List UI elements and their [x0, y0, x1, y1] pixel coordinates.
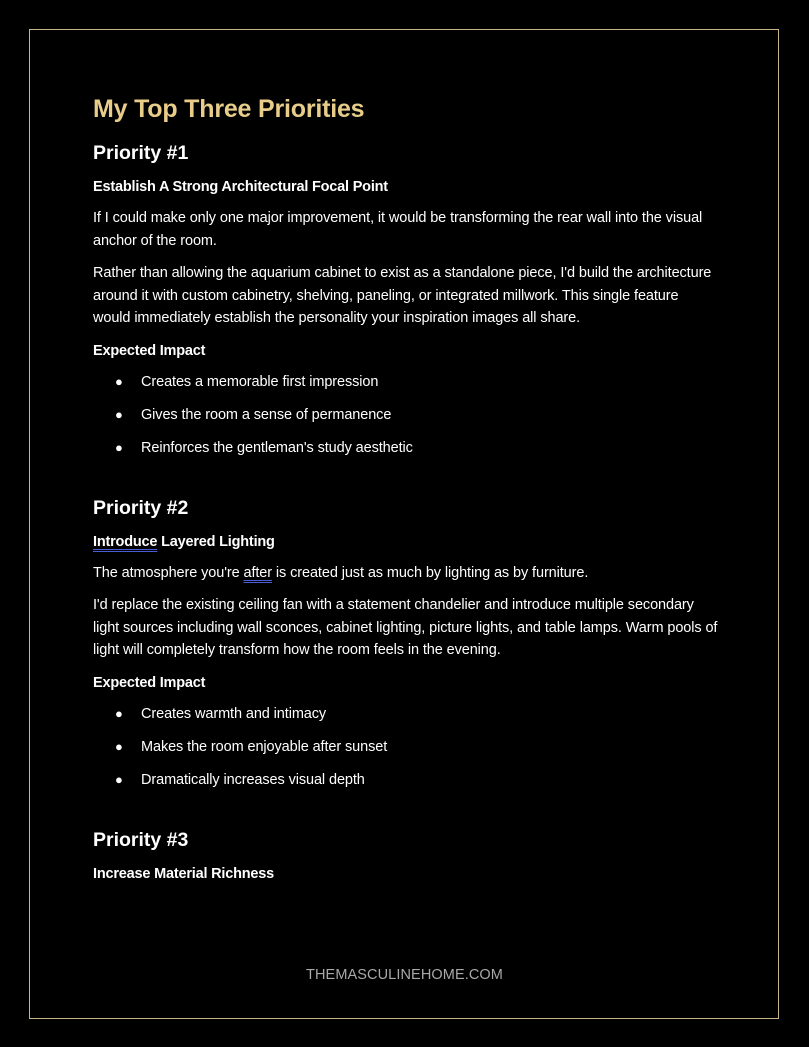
priority-1-impact-list — [93, 371, 718, 459]
priority-3-subheading: Increase Material Richness — [93, 865, 274, 882]
page-title: My Top Three Priorities — [93, 95, 365, 123]
bullet-icon: ● — [115, 738, 123, 754]
priority-2-impact-heading: Expected Impact — [93, 674, 206, 691]
priority-1-subheading: Establish A Strong Architectural Focal Point — [93, 179, 388, 195]
bullet-icon: ● — [115, 439, 123, 455]
list-item: ● Reinforces the gentleman's study aesthetic — [93, 437, 718, 459]
spellcheck-marked-word[interactable]: Introduce — [93, 533, 158, 550]
priority-1-heading: Priority #1 — [93, 142, 189, 164]
priority-2-impact-list — [93, 703, 718, 791]
list-item: ● Gives the room a sense of permanence — [93, 404, 718, 426]
priority-2-subheading: Introduce Layered Lighting — [93, 533, 275, 550]
priority-1-impact-heading: Expected Impact — [93, 342, 206, 359]
priority-1-paragraph-1: If I could make only one major improvement, it would be transforming the rear wall into the visual anchor of the room. — [93, 210, 703, 249]
list-item: ● Dramatically increases visual depth — [93, 769, 718, 791]
spellcheck-marked-word[interactable]: after — [243, 564, 272, 581]
footer-site-name: THEMASCULINEHOME.COM — [306, 967, 503, 983]
list-item: ● Makes the room enjoyable after sunset — [93, 736, 718, 758]
bullet-icon: ● — [115, 406, 123, 422]
priority-2-paragraph-2: I'd replace the existing ceiling fan with a statement chandelier and introduce multiple secondary light sources including wall sconces, cabinet lighting, picture lights, and table lamps. Warm pools of light will completely transform how the room feels in the evening. — [93, 597, 718, 658]
priority-1-paragraph-2: Rather than allowing the aquarium cabinet to exist as a standalone piece, I'd build the architecture around it with custom cabinetry, shelving, paneling, or integrated millwork. This single feature would immediately establish the personality your inspiration images all share. — [93, 265, 712, 326]
bullet-icon: ● — [115, 771, 123, 787]
list-item: ● Creates a memorable first impression — [93, 371, 718, 393]
priority-2-heading: Priority #2 — [93, 496, 189, 519]
list-item: ● Creates warmth and intimacy — [93, 703, 718, 725]
document-content — [93, 92, 718, 894]
priority-2-paragraph-1: The atmosphere you're after is created just as much by lighting as by furniture. — [93, 564, 589, 581]
priority-3-heading: Priority #3 — [93, 828, 189, 851]
bullet-icon: ● — [115, 373, 123, 389]
bullet-icon: ● — [115, 705, 123, 721]
